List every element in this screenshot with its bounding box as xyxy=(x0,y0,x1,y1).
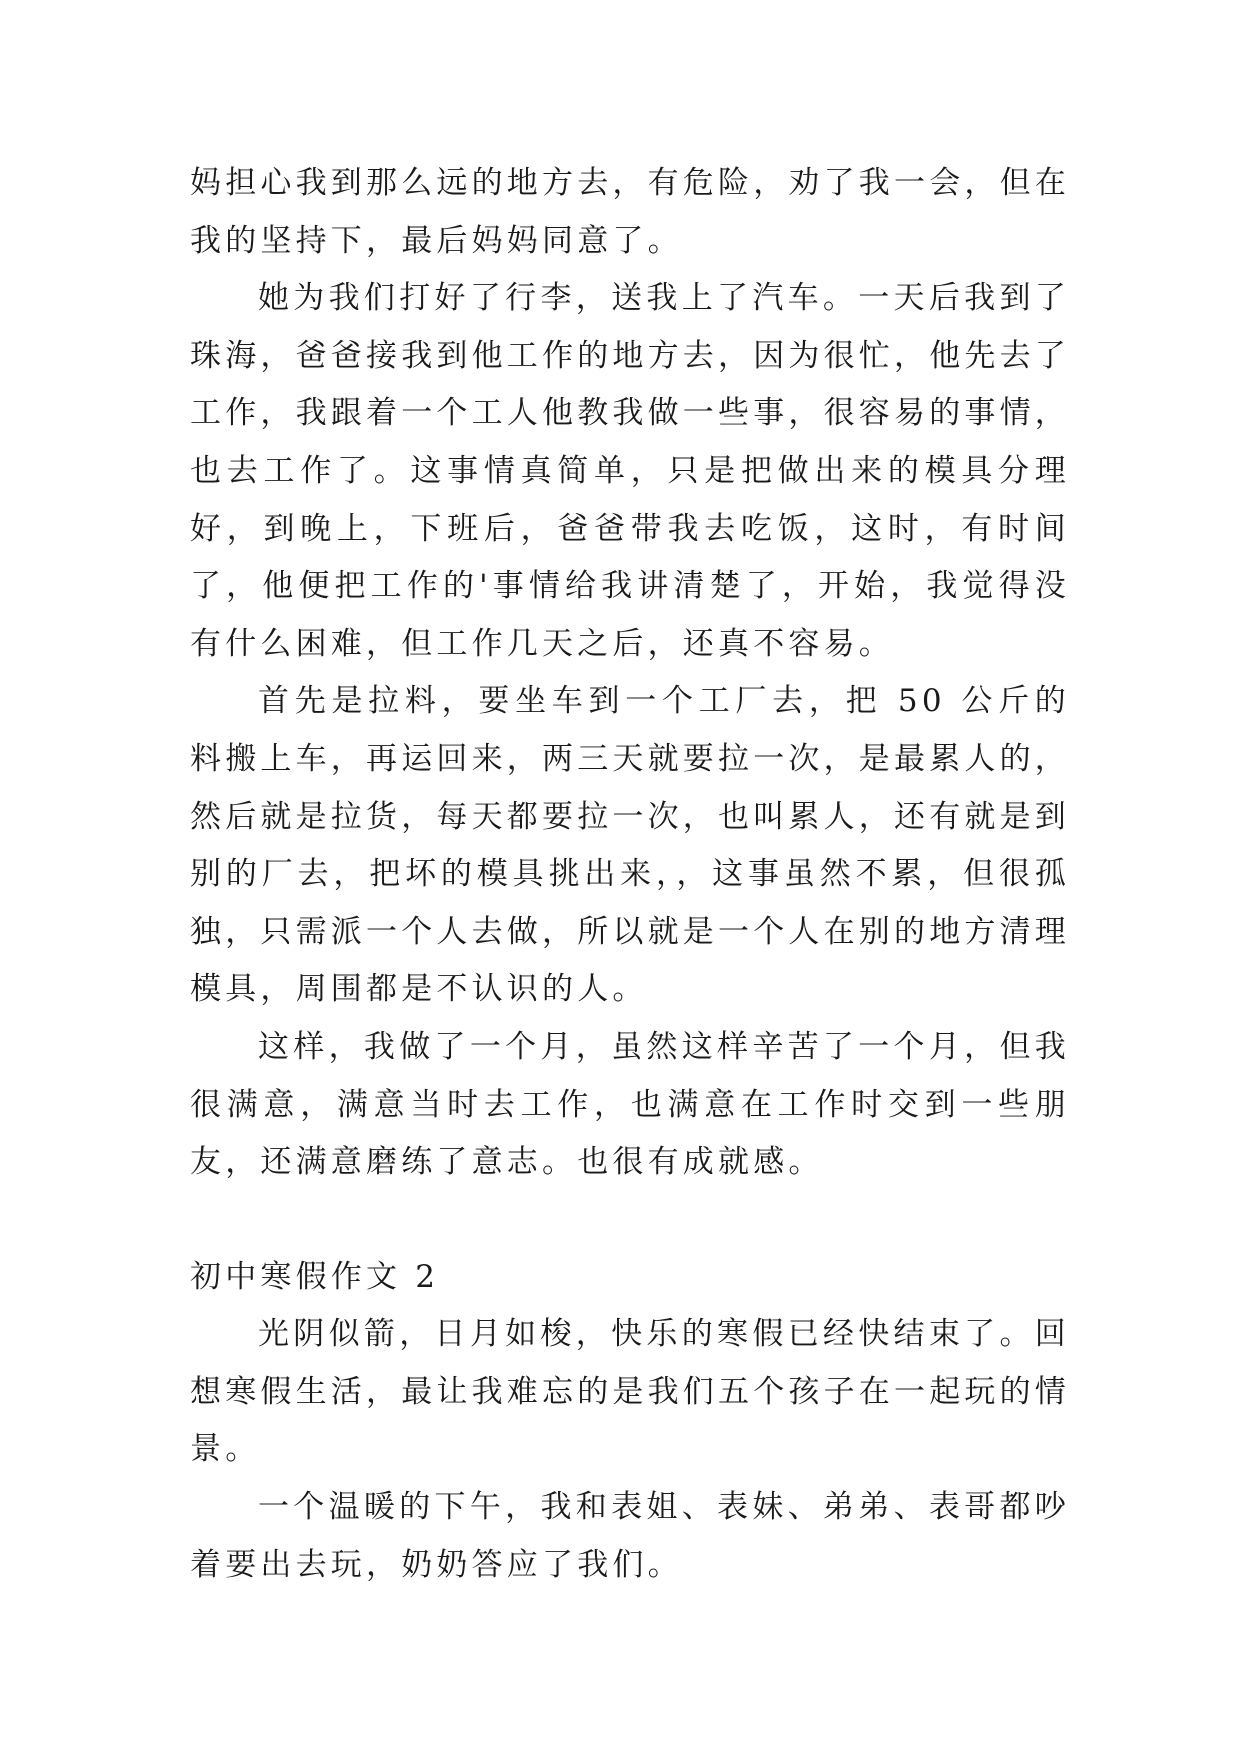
paragraph-3: 首先是拉料，要坐车到一个工厂去，把 50 公斤的料搬上车，再运回来，两三天就要拉一次，是最累人的，然后就是拉货，每天都要拉一次，也叫累人，还有就是到别的厂去，把坏的模具挑出来，，这事虽然不累，但很孤独，只需派一个人去做，所以就是一个人在别的地方清理模具，周围都是不认识的人。 xyxy=(190,683,1070,1008)
section2-paragraph-1: 光阴似箭，日月如梭，快乐的寒假已经快结束了。回想寒假生活，最让我难忘的是我们五个孩子在一起玩的情景。 xyxy=(190,1316,1070,1468)
paragraph-1: 妈担心我到那么远的地方去，有危险，劝了我一会，但在我的坚持下，最后妈妈同意了。 xyxy=(190,165,1070,259)
paragraph-4: 这样，我做了一个月，虽然这样辛苦了一个月，但我很满意，满意当时去工作，也满意在工作时交到一些朋友，还满意磨练了意志。也很有成就感。 xyxy=(190,1028,1070,1181)
section2-paragraph-2: 一个温暖的下午，我和表姐、表妹、弟弟、表哥都吵着要出去玩，奶奶答应了我们。 xyxy=(190,1489,1070,1583)
paragraph-2: 她为我们打好了行李，送我上了汽车。一天后我到了珠海，爸爸接我到他工作的地方去，因为很忙，他先去了工作，我跟着一个工人他教我做一些事，很容易的事情，也去工作了。这事情真简单，只是把做出来的模具分理好，到晚上，下班后，爸爸带我去吃饭，这时，有时间了，他便把工作的'事情给我讲清楚了，开始，我觉得没有什么困难，但工作几天之后，还真不容易。 xyxy=(190,280,1070,662)
document-body xyxy=(190,155,1070,1594)
section-heading: 初中寒假作文 2 xyxy=(190,1258,440,1295)
